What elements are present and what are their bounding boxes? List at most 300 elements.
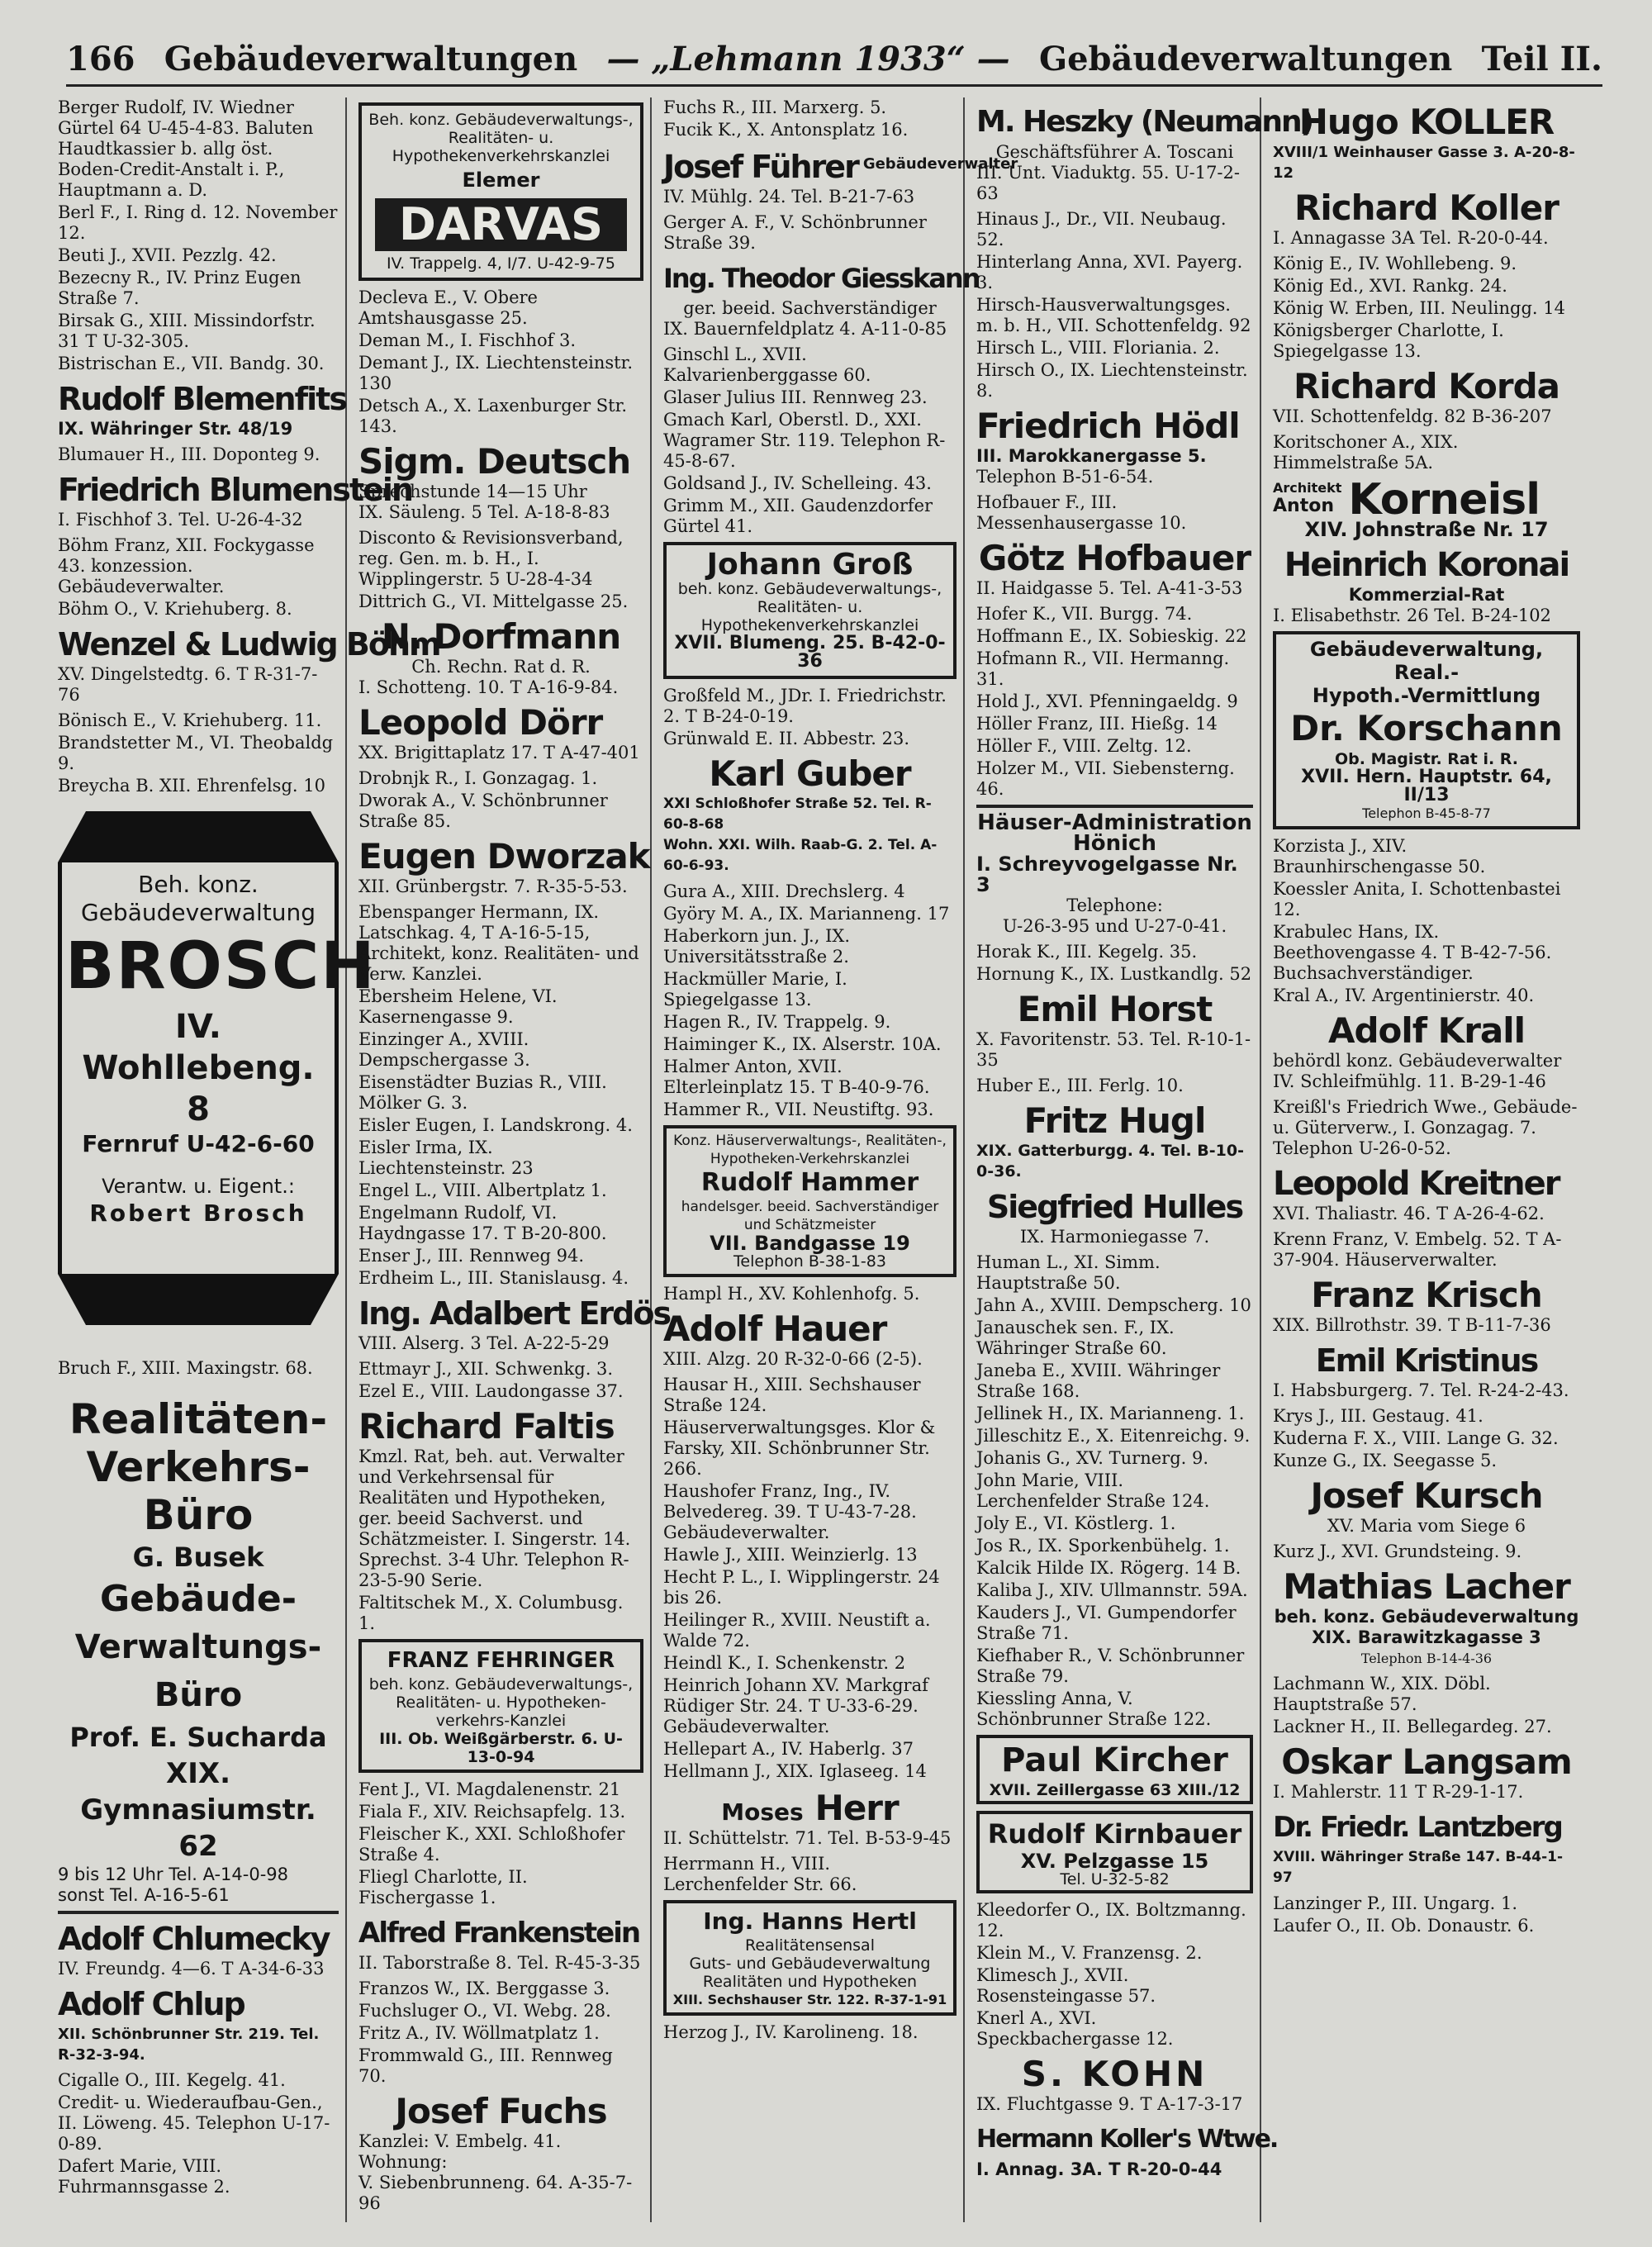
ad-name: Richard Korda [1293,366,1560,406]
entry: Kuderna F. X., VIII. Lange G. 32. [1273,1428,1559,1448]
ad-line: Konz. Häuserverwaltungs-, Realitäten-, Hypotheken-Verkehrskanzlei [673,1133,947,1167]
ad-name: Ing. Theodor Giesskann [663,263,980,294]
ad-name: Götz Hofbauer [978,538,1251,578]
ad-address: I. Annag. 3A. T R-20-0-44 [976,2159,1222,2179]
herr-ad [663,1784,957,1828]
page-number: 166 [66,39,135,78]
ad-title: Paul Kircher [1001,1741,1228,1779]
entry: Herrmann H., VIII. Lerchenfelder Str. 66. [663,1854,857,1894]
ad-hours: Sprechstunde 14—15 Uhr [358,482,587,501]
entry: Kiefhaber R., V. Schönbrunner Straße 79. [976,1646,1245,1686]
entry: Hinaus J., Dr., VII. Neubaug. 52. [976,209,1227,249]
entry: König E., IV. Wohllebeng. 9. [1273,254,1517,273]
entry: Györy M. A., IX. Marianneng. 17 [663,904,950,924]
korneisl-ad [1273,475,1580,525]
entry: Dworak A., V. Schönbrunner Straße 85. [358,791,608,831]
ad-address: behördl konz. Gebäudeverwalter IV. Schleifmühlg. 11. B-29-1-46 [1273,1051,1562,1091]
ad-address: XVII. Blumeng. 25. B-42-0-36 [674,633,946,672]
fehringer-advertisement [358,1639,643,1773]
hertl-advertisement [663,1900,957,2016]
entry: Kauders J., VI. Gumpendorfer Straße 71. [976,1603,1237,1643]
ad-address: XIX. Gatterburgg. 4. Tel. B-10-0-36. [976,1142,1244,1181]
entry: Fliegl Charlotte, II. Fischergasse 1. [358,1867,528,1907]
ad-title: Rudolf Kirnbauer [987,1818,1242,1850]
ad-name: Adolf Hauer [663,1309,887,1349]
column-2 [358,97,671,2222]
entry: Koessler Anita, I. Schottenbastei 12. [1273,879,1561,919]
entry: Laufer O., II. Ob. Donaustr. 6. [1273,1916,1535,1936]
ad-line: Verantw. u. Eigent.: [102,1175,295,1198]
ad-address: XV. Dingelstedtg. 6. T R-31-7-76 [58,664,318,705]
ad-address: XV. Pelzgasse 15 [1020,1850,1209,1873]
ad-line: Realitäten- u. Hypothekenverkehrskanzlei [392,129,610,165]
entry: Holzer M., VII. Siebensterng. 46. [976,758,1235,799]
entry: Jahn A., XVIII. Dempscherg. 10 [976,1295,1251,1315]
entry: Haushofer Franz, Ing., IV. Belvedereg. 39. T U-43-7-28. Gebäudeverwalter. [663,1481,917,1542]
kirnbauer-advertisement [976,1811,1253,1893]
entry: Janeba E., XVIII. Währinger Straße 168. [976,1361,1221,1401]
ad-line: verkehrs-Kanzlei [435,1712,567,1730]
entry: Hoffmann E., IX. Sobieskig. 22 [976,626,1247,646]
ad-address: VIII. Alserg. 3 Tel. A-22-5-29 [358,1333,610,1353]
ad-address: XVIII. Währinger Straße 147. B-44-1-97 [1273,1849,1564,1886]
ad-address: XVI. Thaliastr. 46. T A-26-4-62. [1273,1204,1545,1223]
entry: Erdheim L., III. Stanislausg. 4. [358,1268,629,1288]
ad-address: XIII. Sechshauser Str. 122. R-37-1-91 [672,1992,947,2007]
entry: Eisenstädter Buzias R., VIII. Mölker G. 3. [358,1072,607,1113]
ad-name: Franz Krisch [1311,1275,1542,1315]
ad-phone: Tel. U-32-5-82 [1060,1870,1170,1888]
ad-name: Josef Fuchs [395,2091,607,2131]
ad-name: Alfred Frankenstein [358,1917,640,1950]
ad-address: II. Haidgasse 5. Tel. A-41-3-53 [976,578,1243,598]
ad-title: Ing. Hanns Hertl [703,1907,917,1935]
ad-address: IV. Trappelg. 4, I/7. U-42-9-75 [387,254,615,273]
header-part: Teil II. [1481,39,1602,78]
ad-address: IX. Harmoniegasse 7. [1019,1227,1210,1247]
ad-phone: Telephon B-38-1-83 [733,1252,886,1271]
ad-name: Leopold Kreitner [1273,1165,1559,1203]
ad-address: IX. Bauernfeldplatz 4. A-11-0-85 [663,319,947,339]
entry: Fuchs R., III. Marxerg. 5. [663,97,887,117]
entry: Fritz A., IV. Wöllmatplatz 1. [358,2023,600,2043]
ad-name: Adolf Krall [1327,1010,1526,1051]
ad-name: Emil Kristinus [1315,1342,1538,1379]
entry: Hausar H., XIII. Sechshauser Straße 124. [663,1375,921,1415]
ad-name: Dr. Friedr. Lantzberg [1273,1811,1562,1844]
entry: Kreißl's Friedrich Wwe., Gebäude- u. Güterverw., I. Gonzagag. 7. Telephon U-26-0-52. [1273,1097,1578,1158]
ad-prefix: Moses [721,1798,804,1826]
entry: Detsch A., X. Laxenburger Str. 143. [358,396,628,436]
ad-name: Hugo KOLLER [1298,102,1555,142]
entry: Ginschl L., XVII. Kalvarienberggasse 60. [663,344,871,385]
busek-advertisement [58,1395,339,1906]
entry: Jellinek H., IX. Marianneng. 1. [976,1404,1245,1423]
ad-name: Emil Horst [1017,989,1213,1029]
entry: Grünwald E. II. Abbestr. 23. [663,729,909,748]
ad-address: XVII. Hern. Hauptstr. 64, II/13 [1301,767,1552,805]
entry: Haiminger K., IX. Alserstr. 10A. [663,1034,942,1054]
entry: Korzista J., XIV. Braunhirschengasse 50. [1273,836,1486,876]
entry: Fleischer K., XXI. Schloßhofer Straße 4. [358,1824,625,1865]
ad-name: Korneisl [1348,475,1540,525]
entry: Engelmann Rudolf, VI. Haydngasse 17. T B-20-800. [358,1203,607,1243]
entry: Cigalle O., III. Kegelg. 41. [58,2070,286,2090]
ad-phone: Telephon B-14-4-36 [1360,1651,1493,1666]
entry: Birsak G., XIII. Missindorfstr. 31 T U-32-305. [58,311,316,351]
entry: Einzinger A., XVIII. Dempschergasse 3. [358,1029,530,1070]
ad-address: XV. Maria vom Siege 6 [1327,1516,1526,1536]
ad-address: III. Unt. Viaduktg. 55. U-17-2-63 [976,163,1240,203]
ad-phone: Fernruf U-42-6-60 [82,1130,315,1157]
entry: Hofbauer F., III. Messenhausergasse 10. [976,492,1187,533]
ad-line: Realitäten und Hypotheken [702,1973,918,1991]
ad-title: BROSCH [65,929,377,1004]
entry: Hammer R., VII. Neustiftg. 93. [663,1100,934,1119]
ad-line: handelsger. beeid. Sachverständiger und Schätzmeister [681,1199,939,1233]
ad-address: I. Schotteng. 10. T A-16-9-84. [358,677,619,697]
ad-title: beh. konz. Gebäudeverwaltung [1274,1607,1579,1627]
entry: Hagen R., IV. Trappelg. 9. [663,1012,891,1032]
ad-title: ger. beeid. Sachverständiger [683,298,937,318]
entry: Engel L., VIII. Albertplatz 1. [358,1181,607,1200]
ad-address: I. Mahlerstr. 11 T R-29-1-17. [1273,1782,1524,1802]
entry: Human L., XI. Simm. Hauptstraße 50. [976,1252,1161,1293]
ad-address: III. Marokkanergasse 5. [976,446,1207,466]
ad-address: XIX. Barawitzkagasse 3 [1312,1627,1541,1647]
ad-line: Realitäten- u. Hypothekenverkehrskanzlei [700,598,919,634]
ad-line: Guts- und Gebäudeverwaltung [689,1955,931,1973]
ad-name: Prof. E. Sucharda [69,1722,327,1753]
ad-address: XIX. Gymnasiumstr. 62 [80,1757,316,1863]
entry: Klein M., V. Franzensg. 2. [976,1943,1203,1963]
ad-address: XVIII/1 Weinhauser Gasse 3. A-20-8-12 [1273,144,1575,182]
ad-address: XX. Brigittaplatz 17. T A-47-401 [358,743,640,762]
entry: Kiessling Anna, V. Schönbrunner Straße 122. [976,1689,1212,1729]
ad-address: X. Favoritenstr. 53. Tel. R-10-1-35 [976,1029,1251,1070]
entry: Janauschek sen. F., IX. Währinger Straße 60. [976,1318,1175,1358]
entry: Bezecny R., IV. Prinz Eugen Straße 7. [58,268,301,308]
ad-address: IX. Währinger Str. 48/19 [58,419,293,439]
entry: Glaser Julius III. Rennweg 23. [663,387,928,407]
entry: Haberkorn jun. J., IX. Universitätsstraße 2. [663,926,850,967]
entry: Fuchsluger O., VI. Webg. 28. [358,2001,611,2021]
entry: Ebersheim Helene, VI. Kasernengasse 9. [358,986,558,1027]
entry: Johanis G., XV. Turnerg. 9. [976,1448,1209,1468]
darvas-advertisement [358,102,643,281]
ad-name: N. Dorfmann [381,616,621,657]
entry: Eisler Irma, IX. Liechtensteinstr. 23 [358,1138,534,1178]
ad-line: Realitätensensal [745,1936,875,1955]
ad-line: Gebäudeverwaltung [81,899,316,926]
ad-name: Elemer [462,169,540,192]
entry: Demant J., IX. Liechtensteinstr. 130 [358,353,634,393]
entry: Breycha B. XII. Ehrenfelsg. 10 [58,776,325,796]
entry: Hofer K., VII. Burgg. 74. [976,604,1193,624]
entry: Enser J., III. Rennweg 94. [358,1246,585,1266]
brosch-advertisement [58,811,377,1340]
entry: Brandstetter M., VI. Theobaldg 9. [58,733,334,773]
entry: Berger Rudolf, IV. Wiedner Gürtel 64 U-45-4-83. Baluten Haudtkassier b. allg öst. Boden-Credit-Anstalt i. P., Hauptmann a. D. [58,97,314,200]
entry: Credit- u. Wiederaufbau-Gen., II. Löweng. 45. Telephon U-17-0-89. [58,2093,330,2154]
ad-frame-body [58,862,377,1274]
entry: Jos R., IX. Sporkenbühelg. 1. [976,1536,1230,1556]
entry: Disconto & Revisionsverband, reg. Gen. m. b. H., I. Wipplingerstr. 5 U-28-4-34 [358,528,624,589]
entry: Ebenspanger Hermann, IX. Latschkag. 4, T A-16-5-15, Architekt, konz. Realitäten- und Verw. Kanzlei. [358,902,639,984]
columns [58,97,1611,2222]
entry: Fent J., VI. Magdalenenstr. 21 [358,1779,621,1799]
ad-frame-bottom [58,1274,339,1325]
entry: Hornung K., IX. Lustkandlg. 52 [976,964,1252,984]
ad-name: Heinrich Koronai [1284,546,1569,584]
ad-name: Richard Faltis [358,1406,615,1447]
entry: Dafert Marie, VIII. Fuhrmannsgasse 2. [58,2156,230,2197]
ad-title: Dr. Korschann [1290,708,1563,748]
entry: Hirsch O., IX. Liechtensteinstr. 8. [976,360,1248,401]
ad-address: I. Habsburgerg. 7. Tel. R-24-2-43. [1273,1380,1569,1400]
ad-name: Rudolf Blemenfits [58,381,346,417]
entry: Hirsch L., VIII. Floriania. 2. [976,338,1220,358]
entry: Kleedorfer O., IX. Boltzmanng. 12. [976,1900,1246,1941]
ad-title: Ch. Rechn. Rat d. R. [411,657,591,677]
ad-title: Geschäftsführer A. Toscani [995,142,1234,162]
ad-address: I. Elisabethstr. 26 Tel. B-24-102 [1273,606,1551,625]
ad-address: XIV. Johnstraße Nr. 17 [1304,518,1549,541]
column-1 [58,97,440,2222]
ad-title: Kommerzial-Rat [1348,585,1505,605]
ad-name: Josef Führer [663,149,858,185]
entry: Frommwald G., III. Rennweg 70. [358,2045,613,2086]
entry: Königsberger Charlotte, I. Spiegelgasse 13. [1273,321,1504,361]
ad-prefix: Anton [1273,496,1334,516]
ad-heading: Verkehrs-Büro [86,1443,311,1539]
entry: Hecht P. L., I. Wipplingerstr. 24 bis 26. [663,1567,940,1608]
entry: Grimm M., XII. Gaudenzdorfer Gürtel 41. [663,496,933,536]
column-3 [663,97,1018,2222]
ad-line: Hypoth.-Vermittlung [1312,684,1541,707]
ad-line: Ob. Magistr. Rat i. R. [1334,750,1518,768]
ad-name: G. Busek [132,1542,264,1573]
header-right-title: Gebäudeverwaltungen [1038,39,1453,78]
ad-name: Friedrich Hödl [976,406,1240,446]
ad-address: XII. Grünbergstr. 7. R-35-5-53. [358,876,628,896]
entry: Häuserverwaltungsges. Klor & Farsky, XII. Schönbrunner Str. 266. [663,1418,936,1479]
entry: Gmach Karl, Oberstl. D., XXI. Wagramer Str. 119. Telephon R-45-8-67. [663,410,946,471]
entry: Gerger A. F., V. Schönbrunner Straße 39. [663,212,927,253]
ad-name: Richard Koller [1294,188,1559,228]
ad-name: M. Heszky (Neumann) [976,105,1313,139]
ad-line: beh. konz. Gebäudeverwaltungs-, [368,1675,634,1694]
entry: Großfeld M., JDr. I. Friedrichstr. 2. T B-24-0-19. [663,686,947,726]
ad-name: Siegfried Hulles [986,1189,1243,1225]
ad-name: Josef Kursch [1310,1475,1543,1516]
ad-name: Oskar Langsam [1281,1741,1572,1782]
entry: Hold J., XVI. Pfenningaeldg. 9 [976,691,1238,711]
ad-address: VII. Bandgasse 19 [710,1232,910,1255]
entry: Krys J., III. Gestaug. 41. [1273,1406,1483,1426]
ad-address: II. Taborstraße 8. Tel. R-45-3-35 [358,1953,641,1973]
ad-name: Herr [814,1788,899,1828]
ad-name: Karl Guber [709,753,911,794]
ad-address: II. Schüttelstr. 71. Tel. B-53-9-45 [663,1828,952,1848]
kircher-advertisement [976,1735,1253,1804]
entry: Jilleschitz E., X. Eitenreichg. 9. [976,1426,1251,1446]
ad-name: Sigm. Deutsch [358,441,631,482]
ad-phone: sonst Tel. A-16-5-61 [58,1885,230,1905]
entry: Hinterlang Anna, XVI. Payerg. 3. [976,252,1243,292]
entry: Horak K., III. Kegelg. 35. [976,942,1198,962]
entry: Drobnjk R., I. Gonzagag. 1. [358,768,598,788]
entry: Höller Franz, III. Hießg. 14 [976,714,1218,734]
entry: Faltitschek M., X. Columbusg. 1. [358,1593,624,1633]
ad-name: Wenzel & Ludwig Böhm [58,626,440,663]
entry: Hellmann J., XIX. Iglaseeg. 14 [663,1761,927,1781]
ad-line: Beh. konz. Gebäudeverwaltungs-, [368,111,634,129]
ad-title: Johann Groß [706,548,914,582]
entry: Halmer Anton, XVII. Elterleinplatz 15. T B-40-9-76. [663,1057,930,1097]
entry: Blumauer H., III. Doponteg 9. [58,444,320,464]
ad-prefix: Architekt [1273,480,1342,496]
page-header [66,33,1602,87]
entry: Hackmüller Marie, I. Spiegelgasse 13. [663,969,847,1009]
ad-address: I. Fischhof 3. Tel. U-26-4-32 [58,510,303,530]
ad-title: Rudolf Hammer [700,1168,919,1197]
entry: John Marie, VIII. Lerchenfelder Straße 124. [976,1470,1210,1511]
entry: Joly E., VI. Köstlerg. 1. [976,1513,1176,1533]
ad-line: Beh. konz. [138,871,259,898]
ad-address: IX. Säuleng. 5 Tel. A-18-8-83 [358,502,610,522]
korschann-advertisement [1273,631,1580,829]
ad-address: Kanzlei: V. Embelg. 41. Wohnung: [358,2131,562,2172]
ad-address: XVII. Zeillergasse 63 XIII./12 [989,1781,1241,1799]
ad-phone: Telephon B-45-8-77 [1362,805,1491,821]
ad-address: IV. Wohllebeng. 8 [82,1008,315,1128]
ad-phone: U-26-3-95 und U-27-0-41. [1002,916,1227,936]
ad-name: Leopold Dörr [358,702,603,743]
header-center-title: — „Lehmann 1933“ — [606,39,1010,78]
ad-address: XIII. Alzg. 20 R-32-0-66 (2-5). [663,1349,923,1369]
ad-prefix-block [1273,479,1341,515]
entry: Fucik K., X. Antonsplatz 16. [663,120,909,140]
entry: Kalcik Hilde IX. Rögerg. 14 B. [976,1558,1241,1578]
entry: Lanzinger P., III. Ungarg. 1. [1273,1893,1518,1913]
entry: Bruch F., XIII. Maxingstr. 68. [58,1358,313,1378]
ad-address: Wohn. XXI. Wilh. Raab-G. 2. Tel. A-60-6-93. [663,837,938,874]
ad-address: III. Ob. Weißgärberstr. 6. U-13-0-94 [379,1730,623,1766]
hammer-advertisement [663,1125,957,1277]
entry: Hampl H., XV. Kohlenhofg. 5. [663,1284,920,1304]
entry: Beuti J., XVII. Pezzlg. 42. [58,245,277,265]
ad-frame-top [58,811,339,862]
entry: Bönisch E., V. Kriehuberg. 11. [58,710,322,730]
divider [58,1911,339,1914]
entry: König W. Erben, III. Neulingg. 14 [1273,298,1565,318]
ad-name: Ing. Adalbert Erdös [358,1295,671,1332]
ad-address: I. Annagasse 3A Tel. R-20-0-44. [1273,228,1549,248]
entry: Deman M., I. Fischhof 3. [358,330,577,350]
ad-label: Telephone: [1066,895,1163,915]
fuehrer-ad [663,142,1018,187]
entry: Klimesch J., XVII. Rosensteingasse 57. [976,1965,1156,2006]
ad-name: Hermann Koller's Wtwe. [976,2125,1278,2154]
ad-heading: Realitäten- [69,1395,328,1443]
entry: Kaliba J., XIV. Ullmannstr. 59A. [976,1580,1248,1600]
ad-line: Realitäten- u. Hypotheken- [396,1694,606,1712]
ad-name: Mathias Lacher [1283,1566,1570,1607]
entry: Lackner H., II. Bellegardeg. 27. [1273,1717,1552,1736]
entry: Decleva E., V. Obere Amtshausgasse 25. [358,287,538,328]
entry: König Ed., XVI. Rankg. 24. [1273,276,1507,296]
header-left-title: Gebäudeverwaltungen [164,39,578,78]
entry: Ezel E., VIII. Laudongasse 37. [358,1381,624,1401]
ad-address: IV. Mühlg. 24. Tel. B-21-7-63 [663,187,915,207]
ad-address: V. Siebenbrunneng. 64. A-35-7-96 [358,2173,633,2213]
ad-owner: Robert Brosch [89,1200,307,1227]
entry: Knerl A., XVI. Speckbachergasse 12. [976,2008,1174,2049]
entry: Böhm Franz, XII. Fockygasse 43. konzession. Gebäudeverwalter. [58,535,315,596]
entry: Kral A., IV. Argentinierstr. 40. [1273,986,1535,1005]
ad-address: I. Schreyvogelgasse Nr. 3 [976,853,1238,896]
ad-heading: Verwaltungs-Büro [74,1628,322,1714]
entry: Heilinger R., XVIII. Neustift a. Walde 72. [663,1610,931,1651]
entry: Hofmann R., VII. Hermanng. 31. [976,648,1230,689]
entry: Lachmann W., XIX. Döbl. Hauptstraße 57. [1273,1674,1491,1714]
ad-address: IV. Freundg. 4—6. T A-34-6-33 [58,1959,325,1979]
entry: Krabulec Hans, IX. Beethovengasse 4. T B-42-7-56. Buchsachverständiger. [1273,922,1552,983]
entry: Hawle J., XIII. Weinzierlg. 13 [663,1545,918,1565]
ad-name: Fritz Hugl [1023,1100,1206,1141]
entry: Gura A., XIII. Drechslerg. 4 [663,881,905,901]
entry: Böhm O., V. Kriehuberg. 8. [58,599,292,619]
ad-name: Adolf Chlumecky [58,1921,330,1957]
entry: Franzos W., IX. Berggasse 3. [358,1979,610,1998]
entry: Herzog J., IV. Karolineng. 18. [663,2022,919,2042]
ad-title: DARVAS [375,198,627,251]
entry: Berl F., I. Ring d. 12. November 12. [58,202,338,243]
entry: Höller F., VIII. Zeltg. 12. [976,736,1192,756]
ad-name: Adolf Chlup [58,1986,244,2022]
ad-line: Gebäudeverwaltung, Real.- [1309,638,1544,684]
entry: Hirsch-Hausverwaltungsges. m. b. H., VII. Schottenfeldg. 92 [976,295,1251,335]
entry: Krenn Franz, V. Embelg. 52. T A-37-904. Häuserverwalter. [1273,1229,1562,1270]
entry: Ettmayr J., XII. Schwenkg. 3. [358,1359,614,1379]
ad-phone: 9 bis 12 Uhr Tel. A-14-0-98 [58,1865,289,1884]
entry: Bistrischan E., VII. Bandg. 30. [58,354,325,373]
ad-name: S. KOHN [1021,2054,1208,2094]
ad-address: XII. Schönbrunner Str. 219. Tel. R-32-3-94. [58,2026,320,2064]
entry: Goldsand J., IV. Schelleing. 43. [663,473,932,493]
ad-title: FRANZ FEHRINGER [387,1648,615,1673]
ad-phone: Telephon B-51-6-54. [976,467,1154,487]
ad-address: IX. Fluchtgasse 9. T A-17-3-17 [976,2094,1243,2114]
gross-advertisement [663,542,957,679]
ad-line: beh. konz. Gebäudeverwaltungs-, [677,580,942,598]
entry: Heindl K., I. Schenkenstr. 2 [663,1653,906,1673]
divider [976,805,1253,808]
entry: Eisler Eugen, I. Landskrong. 4. [358,1115,633,1135]
entry: Kurz J., XVI. Grundsteing. 9. [1273,1542,1522,1561]
column-5 [1273,97,1587,2222]
entry: Dittrich G., VI. Mittelgasse 25. [358,591,629,611]
ad-text: Kmzl. Rat, beh. aut. Verwalter und Verkehrsensal für Realitäten und Hypotheken, ger. beeid Sachverst. und Schätzmeister. I. Singerstr. 14. Sprechst. 3-4 Uhr. Telephon R-23-5-90 Serie. [358,1447,631,1590]
ad-address: XIX. Billrothstr. 39. T B-11-7-36 [1273,1315,1551,1335]
ad-address: XXI Schloßhofer Straße 52. Tel. R-60-8-68 [663,796,932,833]
ad-tagline: Gebäudeverwalter [862,155,1018,173]
ad-name: Häuser-Administration Hönich [977,810,1252,856]
entry: Huber E., III. Ferlg. 10. [976,1076,1184,1095]
entry: Koritschoner A., XIX. Himmelstraße 5A. [1273,432,1459,473]
entry: Kunze G., IX. Seegasse 5. [1273,1451,1497,1470]
